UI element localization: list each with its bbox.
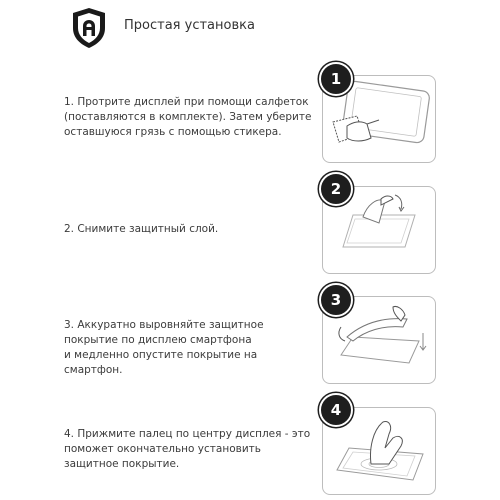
step-2-number-badge: 2 (319, 172, 353, 206)
step-3-number-badge: 3 (319, 283, 353, 317)
step-1-number-badge: 1 (319, 62, 353, 96)
shield-logo-icon (70, 6, 108, 50)
step-1-text: 1. Протрите дисплей при помощи салфеток (поставляются в комплекте). Затем уберите оставшуюся грязь с помощью стикера. (64, 96, 312, 138)
step-4-number-badge: 4 (319, 393, 353, 427)
step-4-text: 4. Прижмите палец по центру дисплея - это поможет окончательно установить защитное покрытие. (64, 428, 311, 470)
page-title: Простая установка (124, 18, 255, 33)
step-3-text: 3. Аккуратно выровняйте защитное покрытие по дисплею смартфона и медленно опустите покрытие на смартфон. (64, 319, 264, 376)
header (70, 6, 470, 46)
step-2-text: 2. Снимите защитный слой. (64, 223, 219, 235)
